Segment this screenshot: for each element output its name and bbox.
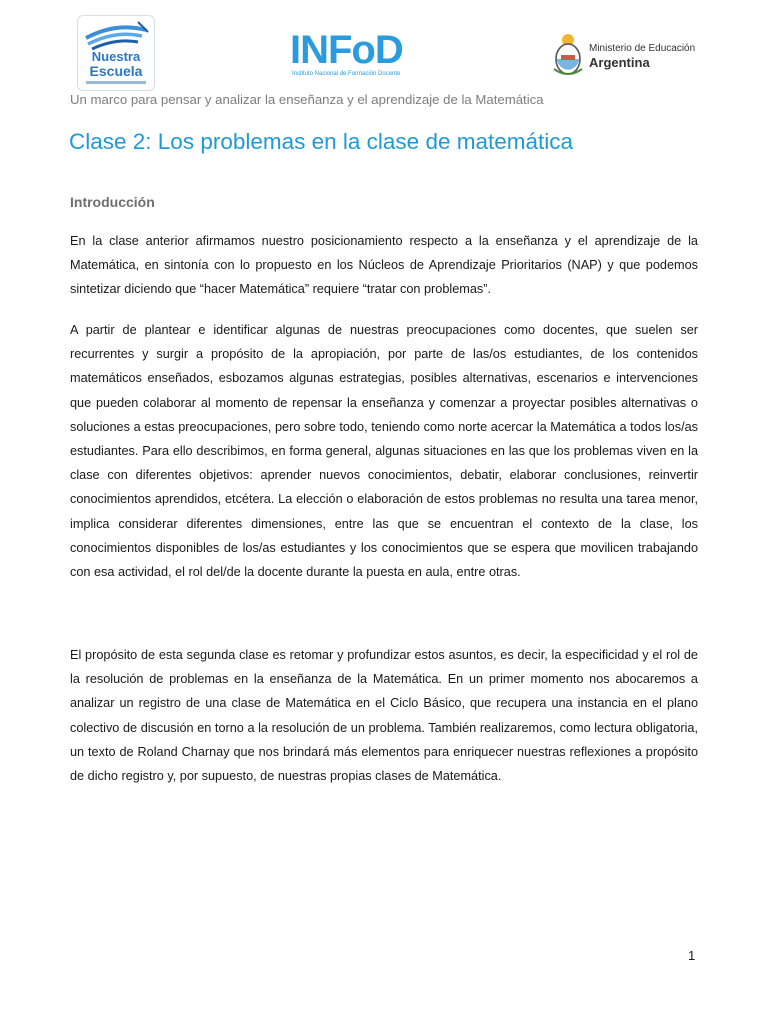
ministerio-line2: Argentina [589,55,650,70]
nuestra-escuela-line2: Escuela [89,63,143,79]
paragraph-2: A partir de plantear e identificar algunas de nuestras preocupaciones como docentes, que suelen ser recurrentes y surgir a propósito de la apropiación, por parte de las/os estudiantes, de los contenidos matemáticos enseñados, esbozamos algunas estrategias, posibles alternativas, escenarios e intervenciones que pueden colaborar al momento de repensar la enseñanza y comenzar a proyectar posibles alternativas o soluciones a estas preocupaciones, pero sobre todo, teniendo como norte acercar la Matemática a todos los/as estudiantes. Para ello describimos, en forma general, algunas situaciones en las que los problemas viven en la clase con diferentes objetivos: aprender nuevos conocimientos, debatir, elaborar conclusiones, reinvertir conocimientos aprendidos, etcétera. La elección o elaboración de estos problemas no resulta una tarea menor, implica considerar diferentes dimensiones, entre las que se encuentran el contexto de la clase, los conocimientos disponibles de los/as estudiantes y los conocimientos que se espera que movilicen trabajando con esa actividad, el rol del/de la docente durante la puesta en aula, entre otras. [70,323,698,580]
paragraph-3: El propósito de esta segunda clase es retomar y profundizar estos asuntos, es decir, la especificidad y el rol de la resolución de problemas en la enseñanza de la Matemática. En un primer momento nos abocaremos a analizar un registro de una clase de Matemática en el Ciclo Básico, que recupera una instancia en el plano colectivo de discusión en torno a la resolución de un problema. También realizaremos, como lectura obligatoria, un texto de Roland Charnay que nos brindará más elementos para enriquecer nuestras reflexiones a propósito de dicho registro y, por supuesto, de nuestras propias clases de Matemática. [70,648,698,784]
nuestra-escuela-tagline-bar [86,81,146,84]
page-header [0,0,768,90]
page-number: 1 [688,948,696,963]
infod-logo [290,30,420,80]
document-title: Clase 2: Los problemas en la clase de matemática [69,129,574,154]
nuestra-escuela-line1: Nuestra [91,49,141,64]
ministerio-line1: Ministerio de Educación [589,43,696,54]
ministerio-logo [551,31,711,79]
infod-subtitle: Instituto Nacional de Formación Docente [292,71,401,77]
section-heading-introduccion: Introducción [70,194,155,210]
document-subtitle: Un marco para pensar y analizar la enseñanza y el aprendizaje de la Matemática [70,92,544,107]
argentina-coat-of-arms-icon [551,31,585,79]
nuestra-escuela-logo [77,15,155,91]
infod-wordmark: INFoD [290,28,403,72]
paragraph-1: En la clase anterior afirmamos nuestro posicionamiento respecto a la enseñanza y el aprendizaje de la Matemática, en sintonía con lo propuesto en los Núcleos de Aprendizaje Prioritarios (NAP) y que podemos sintetizar diciendo que “hacer Matemática” requiere “tratar con problemas”. [70,234,698,297]
